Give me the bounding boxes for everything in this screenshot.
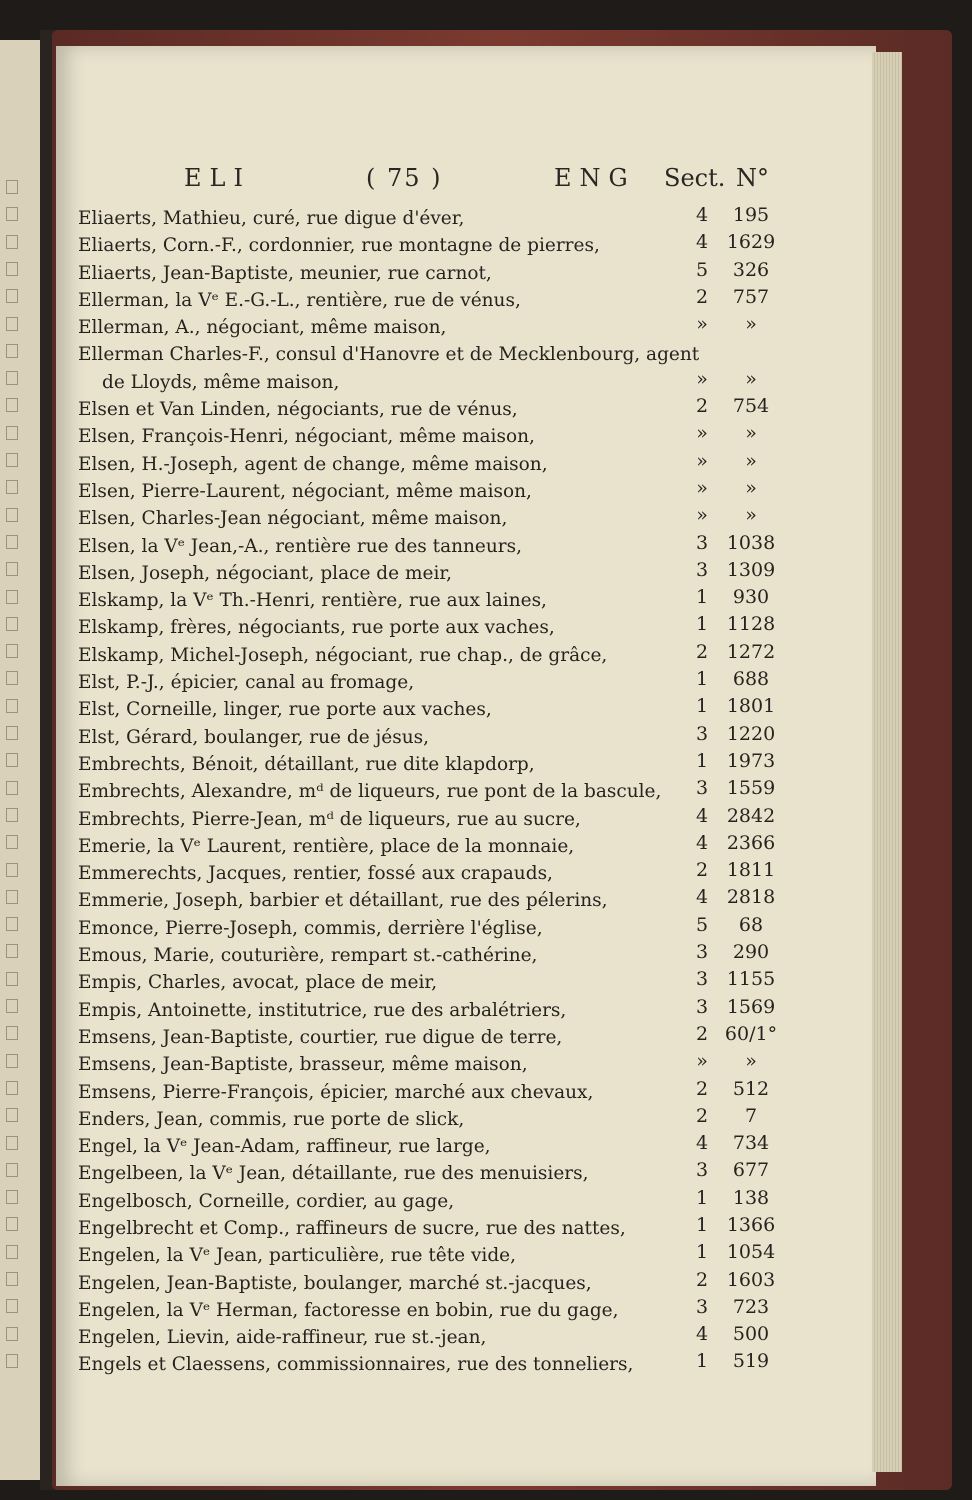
list-item xyxy=(56,477,876,504)
list-item xyxy=(56,504,876,531)
entry-name: Emerie, la Vᵉ Laurent, rentière, place de la monnaie, xyxy=(78,835,575,857)
list-item xyxy=(56,1132,876,1159)
entry-name: Emsens, Jean-Baptiste, brasseur, même maison, xyxy=(78,1054,528,1076)
entry-name: Engels et Claessens, commissionnaires, rue des tonneliers, xyxy=(78,1354,634,1376)
entry-number: 1155 xyxy=(726,968,776,991)
facing-page-glyph xyxy=(6,972,18,986)
facing-page-glyph xyxy=(6,480,18,494)
facing-page-glyph xyxy=(6,1190,18,1204)
entry-number: 1309 xyxy=(726,558,776,581)
facing-page-edge xyxy=(0,40,40,1480)
list-item xyxy=(56,805,876,832)
entry-section: 1 xyxy=(695,1241,709,1264)
entry-number: 1272 xyxy=(726,640,776,663)
entry-name: Engelen, la Vᵉ Jean, particulière, rue tête vide, xyxy=(78,1245,517,1267)
list-item xyxy=(56,204,876,231)
facing-page-glyph xyxy=(6,317,18,331)
list-item xyxy=(56,231,876,258)
entry-section: 3 xyxy=(695,777,709,800)
entry-number: 1559 xyxy=(726,777,776,800)
entry-name: Engelbeen, la Vᵉ Jean, détaillante, rue des menuisiers, xyxy=(78,1163,589,1185)
facing-page-glyph xyxy=(6,835,18,849)
entry-name: Engelbrecht et Comp., raffineurs de sucre, rue des nattes, xyxy=(78,1217,626,1239)
entry-number: 677 xyxy=(732,1159,770,1182)
facing-page-glyph xyxy=(6,726,18,740)
list-item xyxy=(56,259,876,286)
entry-name: Embrechts, Pierre-Jean, mᵈ de liqueurs, rue au sucre, xyxy=(78,808,581,830)
entry-number: 1811 xyxy=(726,859,776,882)
facing-page-glyph xyxy=(6,426,18,440)
header-range-end: ENG xyxy=(554,164,636,192)
facing-page-glyph xyxy=(6,644,18,658)
entry-section: 2 xyxy=(695,1022,709,1045)
entry-section: » xyxy=(696,449,708,472)
entry-number: 2818 xyxy=(726,886,776,909)
facing-page-glyph xyxy=(6,617,18,631)
facing-page-glyph xyxy=(6,671,18,685)
entry-section: 2 xyxy=(695,395,709,418)
list-item xyxy=(56,286,876,313)
list-item xyxy=(56,941,876,968)
entry-section: 3 xyxy=(695,558,709,581)
facing-page-glyph xyxy=(6,1136,18,1150)
entry-name: Elsen, Charles-Jean négociant, même maison, xyxy=(78,508,508,530)
facing-page-glyph xyxy=(6,453,18,467)
facing-page-glyph xyxy=(6,590,18,604)
entry-list xyxy=(56,204,876,1378)
entry-number: » xyxy=(745,313,757,336)
entry-section: 2 xyxy=(695,1077,709,1100)
facing-page-glyph xyxy=(6,1245,18,1259)
list-item xyxy=(56,1159,876,1186)
entry-section: 4 xyxy=(695,804,709,827)
entry-name: Embrechts, Alexandre, mᵈ de liqueurs, rue pont de la bascule, xyxy=(78,781,662,803)
entry-number: 519 xyxy=(732,1350,770,1373)
facing-page-glyph xyxy=(6,917,18,931)
facing-page-glyph xyxy=(6,262,18,276)
list-item xyxy=(56,777,876,804)
facing-page-glyph xyxy=(6,1299,18,1313)
entry-name: Emsens, Pierre-François, épicier, marché aux chevaux, xyxy=(78,1081,594,1103)
entry-name: Eliaerts, Mathieu, curé, rue digue d'éver, xyxy=(78,208,465,229)
entry-section: 2 xyxy=(695,640,709,663)
entry-section: 2 xyxy=(695,1268,709,1291)
list-item xyxy=(56,368,876,395)
entry-section: 4 xyxy=(695,231,709,254)
list-item xyxy=(56,968,876,995)
facing-page-glyph xyxy=(6,289,18,303)
entry-number: 68 xyxy=(738,913,764,936)
entry-name: Embrechts, Bénoit, détaillant, rue dite klapdorp, xyxy=(78,753,535,775)
list-item xyxy=(56,859,876,886)
entry-section: 2 xyxy=(695,859,709,882)
entry-number: 1801 xyxy=(726,695,776,718)
entry-number: » xyxy=(745,422,757,445)
entry-number: 1038 xyxy=(726,531,776,554)
entry-name: Elskamp, Michel-Joseph, négociant, rue chap., de grâce, xyxy=(78,644,608,666)
entry-number: 500 xyxy=(732,1323,770,1346)
entry-number: 1128 xyxy=(726,613,776,636)
list-item xyxy=(56,450,876,477)
entry-name: Empis, Charles, avocat, place de meir, xyxy=(78,972,438,994)
entry-section: 4 xyxy=(695,831,709,854)
list-item xyxy=(56,668,876,695)
section-column-header: Sect. xyxy=(664,164,726,192)
entry-number: 326 xyxy=(732,258,770,281)
entry-number: 688 xyxy=(732,668,770,691)
facing-page-glyph xyxy=(6,1026,18,1040)
list-item xyxy=(56,340,876,367)
entry-number: 60/1° xyxy=(724,1022,778,1045)
list-item xyxy=(56,1323,876,1350)
entry-section: » xyxy=(696,504,708,527)
list-item xyxy=(56,750,876,777)
entry-name: Eliaerts, Corn.-F., cordonnier, rue montagne de pierres, xyxy=(78,235,600,257)
facing-page-glyph xyxy=(6,808,18,822)
entry-name: Ellerman, la Vᵉ E.-G.-L., rentière, rue de vénus, xyxy=(78,289,521,311)
facing-page-glyph xyxy=(6,562,18,576)
facing-page-glyph xyxy=(6,1354,18,1368)
entry-section: 3 xyxy=(695,1295,709,1318)
entry-number: 723 xyxy=(732,1295,770,1318)
entry-name: Elst, Corneille, linger, rue porte aux vaches, xyxy=(78,699,492,721)
facing-page-glyph xyxy=(6,699,18,713)
entry-number: 290 xyxy=(732,941,770,964)
entry-number: » xyxy=(745,449,757,472)
facing-page-glyph xyxy=(6,1217,18,1231)
page-block-edge xyxy=(872,52,902,1472)
directory-page xyxy=(56,46,876,1486)
entry-section: 1 xyxy=(695,613,709,636)
number-column-header: N° xyxy=(736,164,769,192)
facing-page-glyph xyxy=(6,781,18,795)
entry-section: 4 xyxy=(695,1132,709,1155)
entry-section: 1 xyxy=(695,749,709,772)
entry-section: » xyxy=(696,367,708,390)
list-item xyxy=(56,723,876,750)
list-item xyxy=(56,1050,876,1077)
list-item xyxy=(56,832,876,859)
entry-section: 3 xyxy=(695,968,709,991)
facing-page-glyph xyxy=(6,235,18,249)
entry-name: Elsen et Van Linden, négociants, rue de vénus, xyxy=(78,399,518,421)
entry-section: » xyxy=(696,422,708,445)
entry-name: Elsen, Joseph, négociant, place de meir, xyxy=(78,562,453,584)
entry-name: Emsens, Jean-Baptiste, courtier, rue digue de terre, xyxy=(78,1026,563,1048)
entry-section: 5 xyxy=(695,258,709,281)
entry-section: 1 xyxy=(695,1213,709,1236)
list-item xyxy=(56,886,876,913)
entry-name: Elskamp, frères, négociants, rue porte aux vaches, xyxy=(78,617,555,639)
list-item xyxy=(56,1187,876,1214)
entry-section: 3 xyxy=(695,941,709,964)
list-item xyxy=(56,1269,876,1296)
facing-page-glyph xyxy=(6,207,18,221)
entry-section: 1 xyxy=(695,1186,709,1209)
entry-number: 1973 xyxy=(726,749,776,772)
list-item xyxy=(56,1296,876,1323)
entry-name: Engelen, la Vᵉ Herman, factoresse en bobin, rue du gage, xyxy=(78,1299,619,1321)
entry-section: 5 xyxy=(695,913,709,936)
list-item xyxy=(56,1078,876,1105)
entry-number: 1629 xyxy=(726,231,776,254)
list-item xyxy=(56,559,876,586)
facing-page-glyph xyxy=(6,398,18,412)
facing-page-glyph xyxy=(6,999,18,1013)
entry-number: 930 xyxy=(732,586,770,609)
entry-section: 3 xyxy=(695,1159,709,1182)
list-item xyxy=(56,1241,876,1268)
entry-name: de Lloyds, même maison, xyxy=(102,371,340,393)
entry-number: 512 xyxy=(732,1077,770,1100)
entry-number: 754 xyxy=(732,395,770,418)
entry-name: Elsen, Pierre-Laurent, négociant, même maison, xyxy=(78,480,532,502)
entry-name: Emmerechts, Jacques, rentier, fossé aux crapauds, xyxy=(78,863,553,885)
entry-number: » xyxy=(745,1050,757,1073)
entry-name: Elst, Gérard, boulanger, rue de jésus, xyxy=(78,726,430,748)
list-item xyxy=(56,422,876,449)
entry-number: » xyxy=(745,476,757,499)
entry-number: 1569 xyxy=(726,995,776,1018)
entry-number: 7 xyxy=(744,1104,758,1127)
list-item xyxy=(56,641,876,668)
entry-number: 1366 xyxy=(726,1213,776,1236)
entry-name: Emmerie, Joseph, barbier et détaillant, rue des pélerins, xyxy=(78,890,608,912)
facing-page-glyph xyxy=(6,753,18,767)
entry-name: Emonce, Pierre-Joseph, commis, derrière l'église, xyxy=(78,917,543,939)
entry-number: 734 xyxy=(732,1132,770,1155)
facing-page-glyph xyxy=(6,1108,18,1122)
entry-section: 4 xyxy=(695,204,709,226)
list-item xyxy=(56,996,876,1023)
list-item xyxy=(56,532,876,559)
page-header xyxy=(56,164,876,204)
entry-name: Enders, Jean, commis, rue porte de slick, xyxy=(78,1108,465,1130)
entry-section: 3 xyxy=(695,722,709,745)
entry-number: 2842 xyxy=(726,804,776,827)
entry-section: » xyxy=(696,1050,708,1073)
entry-section: 3 xyxy=(695,531,709,554)
entry-number: » xyxy=(745,504,757,527)
list-item xyxy=(56,613,876,640)
list-item xyxy=(56,313,876,340)
facing-page-glyph xyxy=(6,344,18,358)
page-number: ( 75 ) xyxy=(366,164,443,192)
list-item xyxy=(56,695,876,722)
entry-name: Engelbosch, Corneille, cordier, au gage, xyxy=(78,1190,455,1212)
entry-name: Ellerman, A., négociant, même maison, xyxy=(78,317,447,339)
list-item xyxy=(56,1214,876,1241)
facing-page-glyph xyxy=(6,1163,18,1177)
facing-page-glyph xyxy=(6,944,18,958)
entry-name: Emous, Marie, couturière, rempart st.-cathérine, xyxy=(78,945,538,967)
facing-page-glyph xyxy=(6,890,18,904)
entry-number: 195 xyxy=(732,204,770,226)
list-item xyxy=(56,1105,876,1132)
entry-section: 1 xyxy=(695,586,709,609)
entry-number: 138 xyxy=(732,1186,770,1209)
entry-name: Elsen, François-Henri, négociant, même maison, xyxy=(78,426,535,448)
facing-page-glyph xyxy=(6,863,18,877)
entry-name: Empis, Antoinette, institutrice, rue des arbalétriers, xyxy=(78,999,567,1021)
entry-section: 3 xyxy=(695,995,709,1018)
entry-section: 2 xyxy=(695,285,709,308)
list-item xyxy=(56,914,876,941)
entry-number: 1054 xyxy=(726,1241,776,1264)
facing-page-glyph xyxy=(6,180,18,194)
entry-name: Elsen, H.-Joseph, agent de change, même maison, xyxy=(78,453,548,475)
entry-number: 1220 xyxy=(726,722,776,745)
entry-section: 1 xyxy=(695,695,709,718)
entry-name: Engel, la Vᵉ Jean-Adam, raffineur, rue large, xyxy=(78,1136,491,1158)
entry-section: 1 xyxy=(695,1350,709,1373)
facing-page-glyph xyxy=(6,535,18,549)
entry-name: Elst, P.-J., épicier, canal au fromage, xyxy=(78,672,415,694)
entry-name: Ellerman Charles-F., consul d'Hanovre et de Mecklenbourg, agent xyxy=(78,344,700,366)
entry-name: Engelen, Lievin, aide-raffineur, rue st.-jean, xyxy=(78,1327,487,1349)
entry-name: Eliaerts, Jean-Baptiste, meunier, rue carnot, xyxy=(78,262,492,284)
entry-section: 1 xyxy=(695,668,709,691)
facing-page-glyph xyxy=(6,1327,18,1341)
list-item xyxy=(56,1350,876,1377)
entry-section: 4 xyxy=(695,1323,709,1346)
entry-number: » xyxy=(745,367,757,390)
entry-number: 757 xyxy=(732,285,770,308)
entry-number: 2366 xyxy=(726,831,776,854)
list-item xyxy=(56,1023,876,1050)
entry-section: 2 xyxy=(695,1104,709,1127)
facing-page-glyph xyxy=(6,1272,18,1286)
entry-name: Engelen, Jean-Baptiste, boulanger, marché st.-jacques, xyxy=(78,1272,592,1294)
list-item xyxy=(56,395,876,422)
facing-page-glyph xyxy=(6,1054,18,1068)
entry-name: Elsen, la Vᵉ Jean,-A., rentière rue des tanneurs, xyxy=(78,535,523,557)
entry-section: 4 xyxy=(695,886,709,909)
list-item xyxy=(56,586,876,613)
facing-page-glyph xyxy=(6,508,18,522)
entry-section: » xyxy=(696,476,708,499)
entry-name: Elskamp, la Vᵉ Th.-Henri, rentière, rue aux laines, xyxy=(78,590,547,612)
header-range-start: ELI xyxy=(184,164,251,192)
facing-page-glyph xyxy=(6,371,18,385)
entry-number: 1603 xyxy=(726,1268,776,1291)
entry-section: » xyxy=(696,313,708,336)
facing-page-glyph xyxy=(6,1081,18,1095)
